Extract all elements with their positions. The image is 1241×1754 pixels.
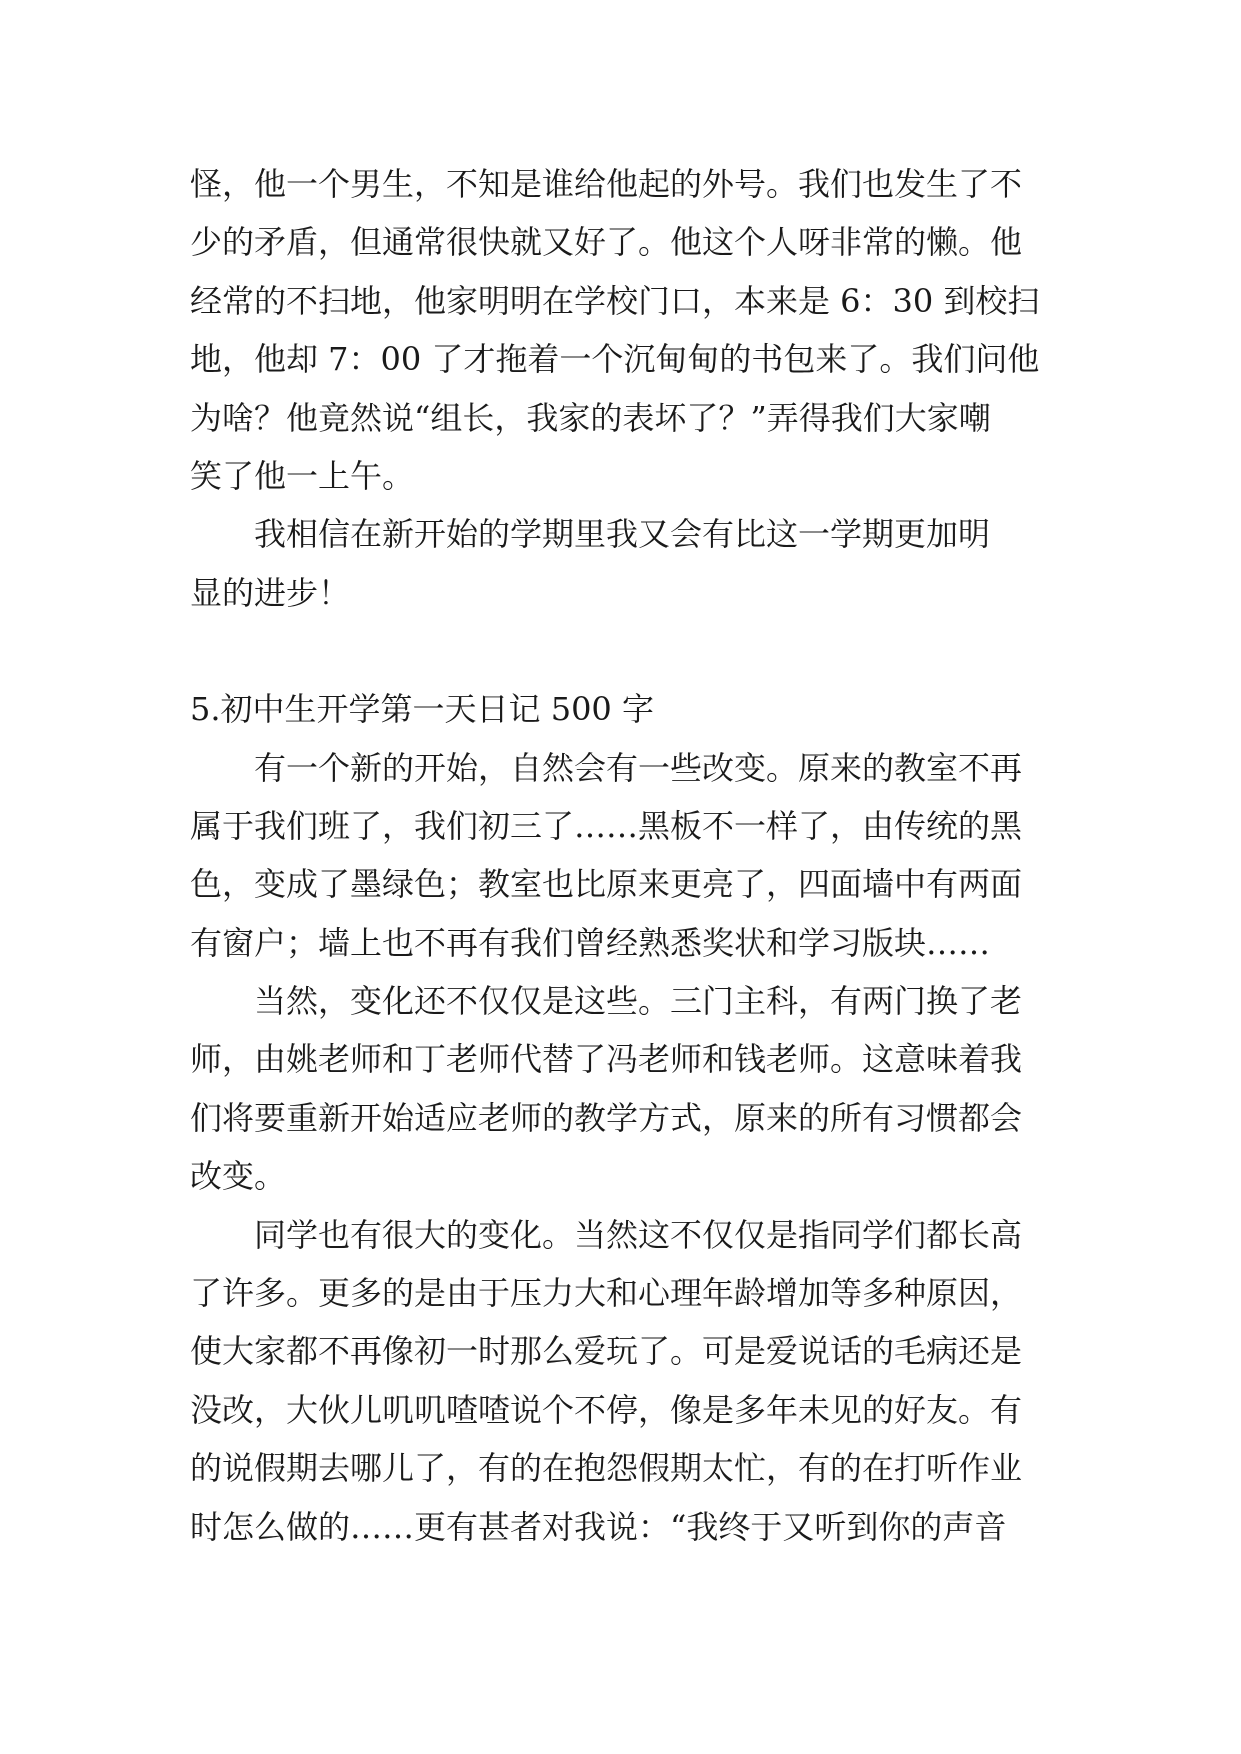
- continuation-paragraph: [190, 155, 1050, 505]
- section-spacer: [190, 622, 1050, 680]
- text-line: 使大家都不再像初一时那么爱玩了。可是爱说话的毛病还是: [190, 1332, 1023, 1371]
- document-page: [190, 155, 1050, 1556]
- text-line: 有一个新的开始，自然会有一些改变。原来的教室不再: [254, 748, 1023, 787]
- text-line: 色，变成了墨绿色；教室也比原来更亮了，四面墙中有两面: [190, 865, 1023, 904]
- text-line: 为啥？他竟然说“组长，我家的表坏了？”弄得我们大家嘲: [190, 398, 991, 437]
- text-line: 我相信在新开始的学期里我又会有比这一学期更加明: [254, 515, 991, 554]
- text-line: 时怎么做的……更有甚者对我说：“我终于又听到你的声音: [190, 1507, 1007, 1546]
- paragraph-classroom: [190, 739, 1050, 973]
- text-line: 的说假期去哪儿了，有的在抱怨假期太忙，有的在打听作业: [190, 1449, 1023, 1488]
- text-line: 笑了他一上午。: [190, 456, 415, 495]
- text-line: 当然，变化还不仅仅是这些。三门主科，有两门换了老: [254, 982, 1023, 1021]
- text-line: 经常的不扫地，他家明明在学校门口，本来是 6：30 到校扫: [190, 281, 1040, 320]
- text-line: 师，由姚老师和丁老师代替了冯老师和钱老师。这意味着我: [190, 1040, 1023, 1079]
- text-line: 属于我们班了，我们初三了……黑板不一样了，由传统的黑: [190, 806, 1023, 845]
- text-line: 显的进步！: [190, 573, 351, 612]
- text-line: 了许多。更多的是由于压力大和心理年龄增加等多种原因，: [190, 1274, 1023, 1313]
- text-line: 同学也有很大的变化。当然这不仅仅是指同学们都长高: [254, 1215, 1023, 1254]
- text-line: 有窗户；墙上也不再有我们曾经熟悉奖状和学习版块……: [190, 923, 991, 962]
- paragraph-teachers: [190, 972, 1050, 1206]
- closing-paragraph: [190, 505, 1050, 622]
- text-line: 怪，他一个男生，不知是谁给他起的外号。我们也发生了不: [190, 165, 1023, 203]
- text-line: 改变。: [190, 1157, 287, 1196]
- section-heading: 5.初中生开学第一天日记 500 字: [190, 690, 654, 729]
- text-line: 地，他却 7：00 了才拖着一个沉甸甸的书包来了。我们问他: [190, 340, 1040, 379]
- text-line: 少的矛盾，但通常很快就又好了。他这个人呀非常的懒。他: [190, 223, 1023, 262]
- text-line: 们将要重新开始适应老师的教学方式，原来的所有习惯都会: [190, 1098, 1023, 1137]
- paragraph-classmates: [190, 1206, 1050, 1556]
- text-line: 没改，大伙儿叽叽喳喳说个不停，像是多年未见的好友。有: [190, 1390, 1023, 1429]
